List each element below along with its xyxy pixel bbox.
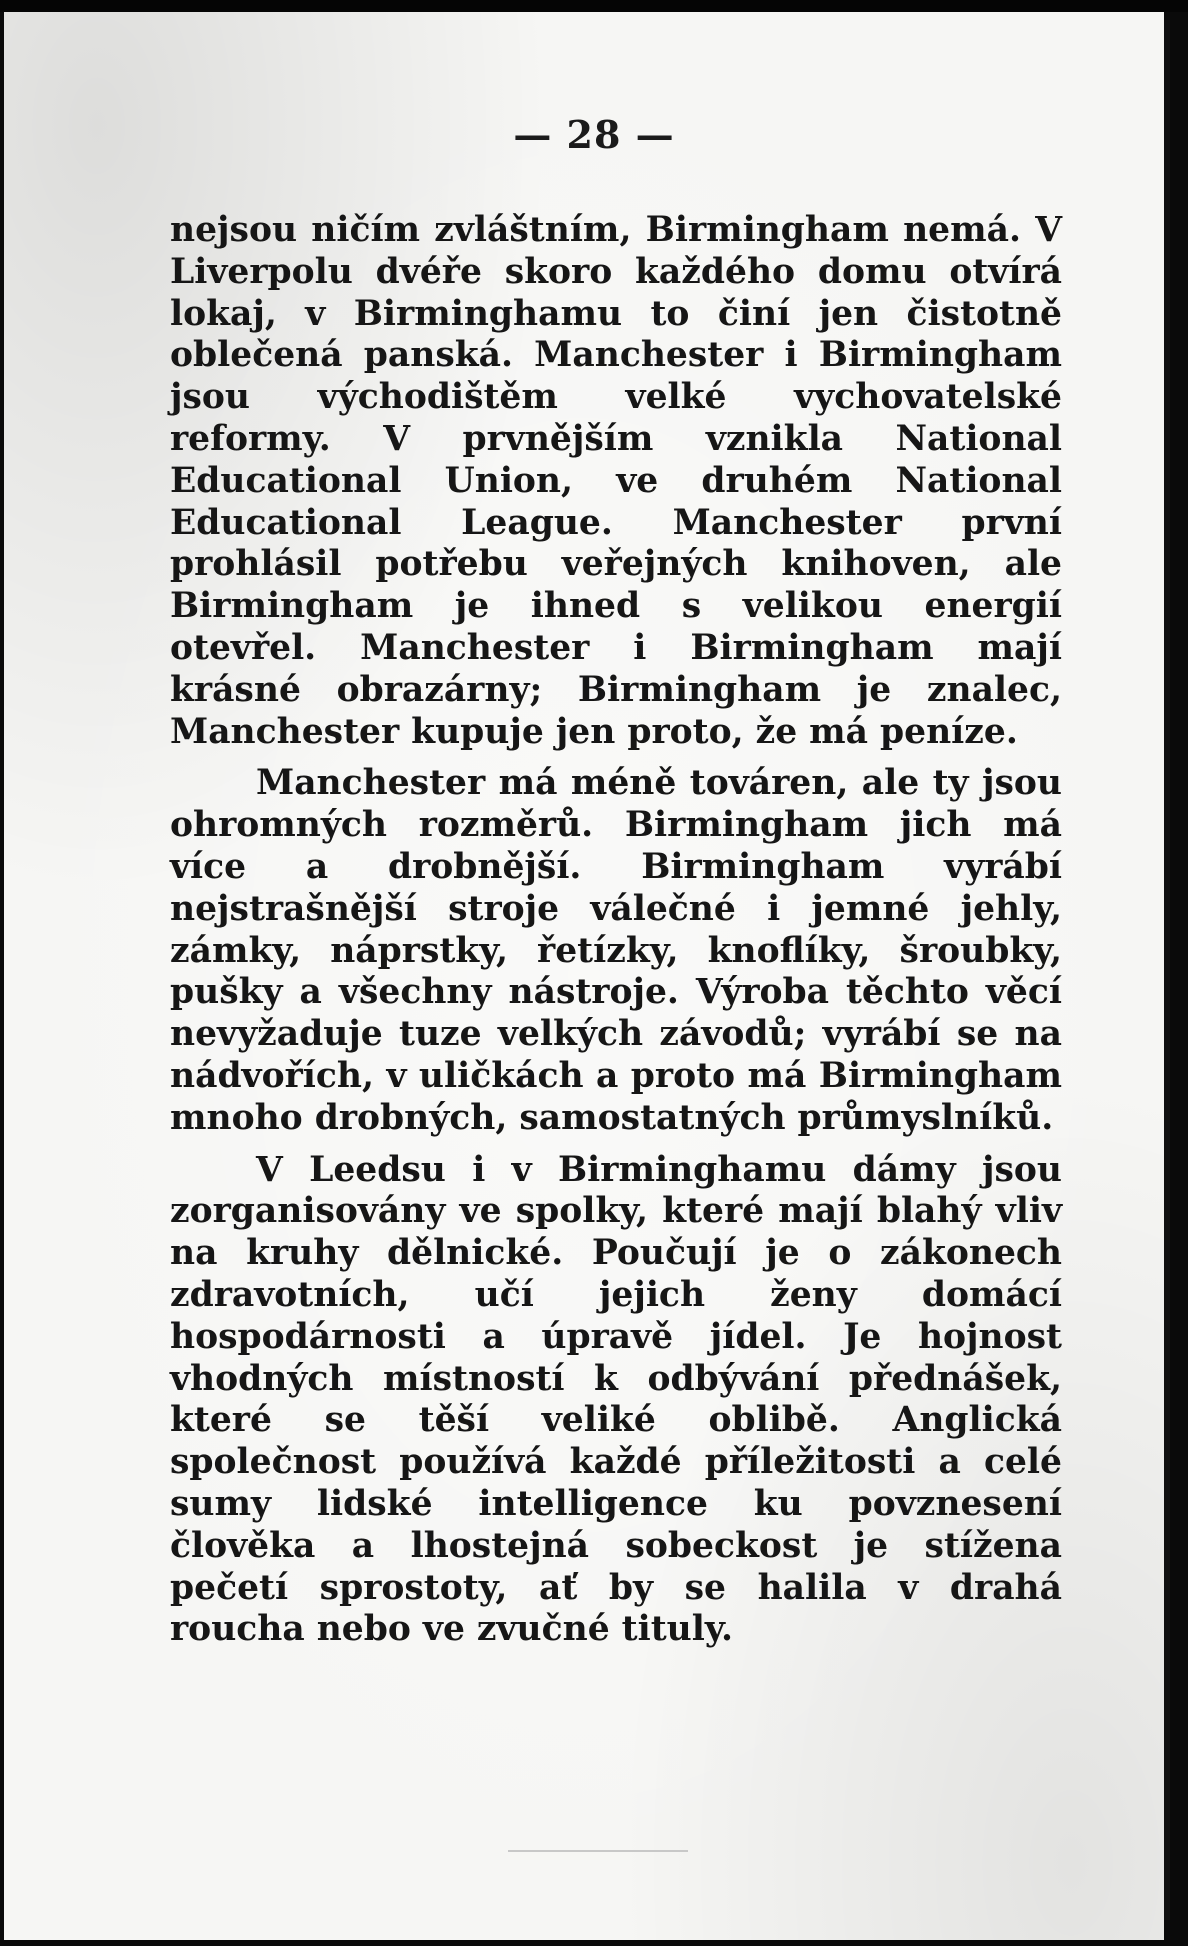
page-number: — 28 —	[513, 112, 675, 157]
bottom-rule	[508, 1850, 688, 1852]
paragraph: V Leedsu i v Birminghamu dámy jsou zorganisovány ve spolky, které mají blahý vliv na kruhy dělnické. Poučují je o zákonech zdravotních, učí jejich ženy domácí hospodárnosti a úpravě jídel. Je hojnost vhodných místností k odbývání přednášek, které se těší veliké oblibě. Anglická společnost používá každé příležitosti a celé sumy lidské intelligence ku povznesení člověka a lhostejná sobeckost je stížena pečetí sprostoty, ať by se halila v drahá roucha nebo ve zvučné tituly.	[170, 1149, 1062, 1650]
paragraph: Manchester má méně továren, ale ty jsou ohromných rozměrů. Birmingham jich má více a drobnější. Birmingham vyrábí nejstrašnější stroje válečné i jemné jehly, zámky, náprstky, řetízky, knoflíky, šroubky, pušky a všechny nástroje. Výroba těchto věcí nevyžaduje tuze velkých závodů; vyrábí se na nádvořích, v uličkách a proto má Birmingham mnoho drobných, samostatných průmyslníků.	[170, 763, 1062, 1138]
paragraph: nejsou ničím zvláštním, Birmingham nemá. V Liverpolu dvéře skoro každého domu otvírá lokaj, v Birminghamu to činí jen čistotně oblečená panská. Manchester i Birmingham jsou východištěm velké vychovatelské reformy. V prvnějším vznikla National Educational Union, ve druhém National Educational League. Manchester první prohlásil potřebu veřejných knihoven, ale Birmingham je ihned s velikou energií otevřel. Manchester i Birmingham mají krásné obrazárny; Birmingham je znalec, Manchester kupuje jen proto, že má peníze.	[170, 210, 1062, 752]
scan-top-edge	[0, 0, 1188, 12]
scan-right-edge	[1164, 20, 1170, 1920]
body-text	[170, 210, 1062, 1651]
